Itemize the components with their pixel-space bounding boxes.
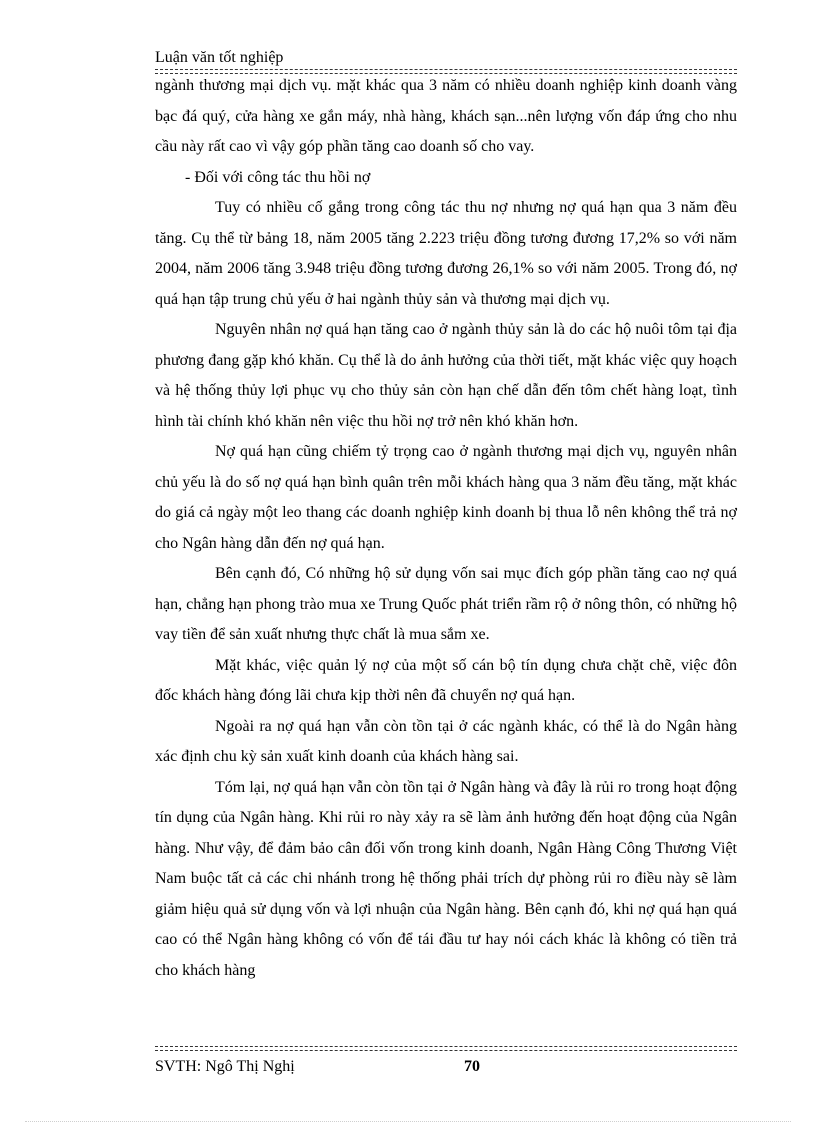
document-body <box>155 71 737 986</box>
paragraph-other-sectors: Ngoài ra nợ quá hạn vẫn còn tồn tại ở các ngành khác, có thể là do Ngân hàng xác định chu kỳ sản xuất kinh doanh của khách hàng sai. <box>155 717 737 765</box>
paragraph-summary: Tóm lại, nợ quá hạn vẫn còn tồn tại ở Ngân hàng và đây là rủi ro trong hoạt động tín dụng của Ngân hàng. Khi rủi ro này xảy ra sẽ làm ảnh hưởng đến hoạt động của Ngân hàng. Như vậy, để đảm bảo cân đối vốn trong kinh doanh, Ngân Hàng Công Thương Việt Nam buộc tất cả các chi nhánh trong hệ thống phải trích dự phòng rủi ro điều này sẽ làm giảm hiệu quả sử dụng vốn và lợi nhuận của Ngân hàng. Bên cạnh đó, khi nợ quá hạn quá cao có thể Ngân hàng không có vốn để tái đầu tư hay nói cách khác là không có tiền trả cho khách hàng <box>155 778 737 979</box>
running-header-title: Luận văn tốt nghiệp <box>155 49 284 66</box>
page-number: 70 <box>464 1058 480 1075</box>
page-edge <box>25 1121 791 1122</box>
paragraph-continuation: ngành thương mại dịch vụ. mặt khác qua 3 năm có nhiều doanh nghiệp kinh doanh vàng bạc đá quý, cửa hàng xe gắn máy, nhà hàng, khách sạn...nên lượng vốn đáp ứng cho nhu cầu này rất cao vì vậy góp phần tăng cao doanh số cho vay. <box>155 77 737 155</box>
paragraph-debt-management: Mặt khác, việc quản lý nợ của một số cán bộ tín dụng chưa chặt chẽ, việc đôn đốc khách hàng đóng lãi chưa kịp thời nên đã chuyển nợ quá hạn. <box>155 656 737 704</box>
header-rule <box>155 69 737 70</box>
footer-rule <box>155 1046 737 1047</box>
paragraph-misuse-of-capital: Bên cạnh đó, Có những hộ sử dụng vốn sai mục đích góp phần tăng cao nợ quá hạn, chẳng hạn phong trào mua xe Trung Quốc phát triển rầm rộ ở nông thôn, có những hộ vay tiền để sản xuất nhưng thực chất là mua sắm xe. <box>155 565 737 643</box>
paragraph-overdue-debt-increase: Tuy có nhiều cố gắng trong công tác thu nợ nhưng nợ quá hạn qua 3 năm đều tăng. Cụ thể từ bảng 18, năm 2005 tăng 2.223 triệu đồng tương đương 17,2% so với năm 2004, năm 2006 tăng 3.948 triệu đồng tương đương 26,1% so với năm 2005. Trong đó, nợ quá hạn tập trung chủ yếu ở hai ngành thủy sản và thương mại dịch vụ. <box>155 199 737 308</box>
paragraph-trade-services: Nợ quá hạn cũng chiếm tỷ trọng cao ở ngành thương mại dịch vụ, nguyên nhân chủ yếu là do số nợ quá hạn bình quân trên mỗi khách hàng qua 3 năm đều tăng, mặt khác do giá cả ngày một leo thang các doanh nghiệp kinh doanh bị thua lỗ nên không thể trả nợ cho Ngân hàng dẫn đến nợ quá hạn. <box>155 443 737 552</box>
paragraph-debt-collection-heading: - Đối với công tác thu hồi nợ <box>185 168 371 186</box>
footer-author: SVTH: Ngô Thị Nghị <box>155 1058 295 1075</box>
paragraph-fishery-causes: Nguyên nhân nợ quá hạn tăng cao ở ngành thủy sản là do các hộ nuôi tôm tại địa phương đang gặp khó khăn. Cụ thể là do ảnh hưởng của thời tiết, mặt khác việc quy hoạch và hệ thống thủy lợi phục vụ cho thủy sản còn hạn chế dẫn đến tôm chết hàng loạt, tình hình tài chính khó khăn nên việc thu hồi nợ trở nên khó khăn hơn. <box>155 321 737 430</box>
footer-rule-second <box>155 1050 737 1051</box>
